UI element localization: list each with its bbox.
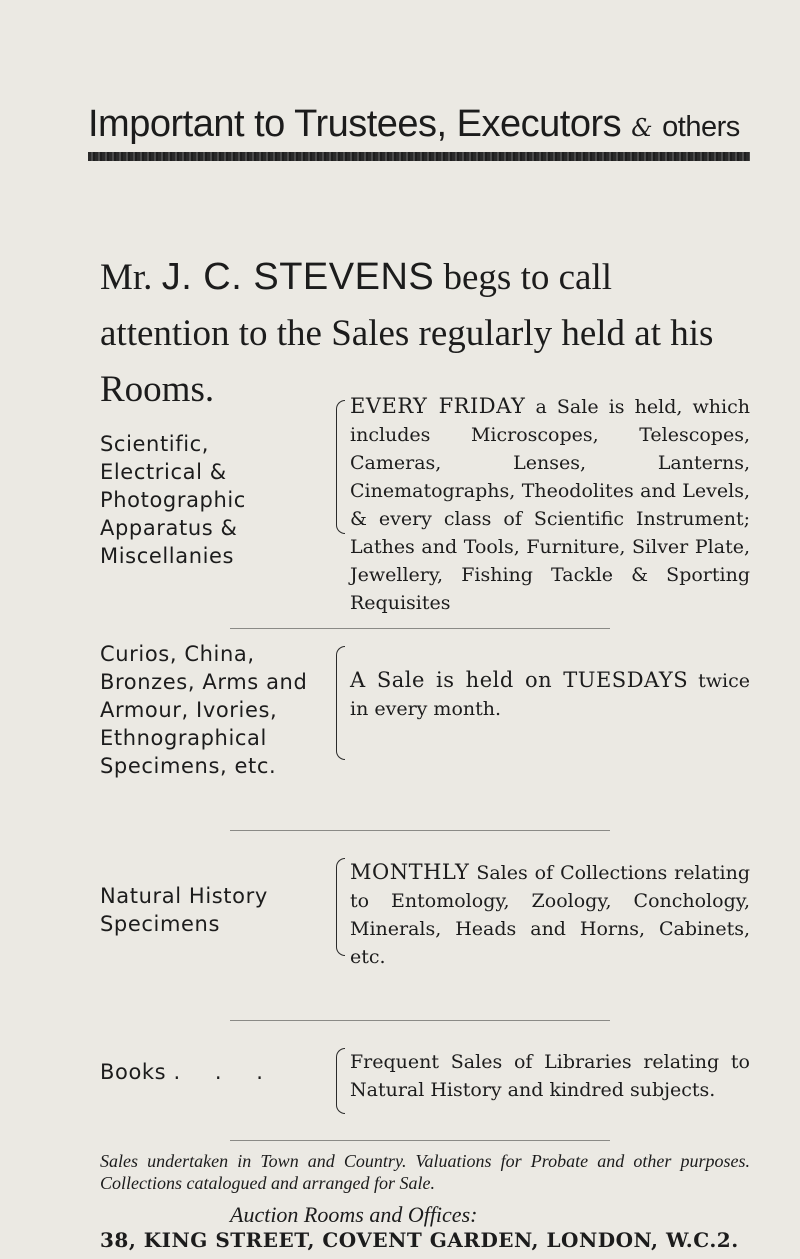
header-title — [88, 98, 748, 154]
section-brace — [336, 1048, 345, 1114]
section-books — [100, 1040, 750, 1120]
section-curios — [100, 640, 750, 780]
header-tail-text: others — [662, 111, 740, 143]
section-text: Sales of Collections relating to Entomology, Zoology, Conchology, Minerals, Heads and Horns, Cabinets, etc. — [350, 862, 750, 968]
intro-prefix: Mr. — [100, 257, 153, 298]
section-label: Natural History Specimens — [100, 884, 268, 936]
section-description — [350, 666, 750, 723]
intro-text: begs to call attention to the Sales regularly held at his Rooms. — [100, 257, 714, 410]
section-brace — [336, 400, 345, 534]
dot-leader: . . . — [173, 1060, 277, 1084]
section-brace — [336, 858, 345, 956]
divider — [230, 830, 610, 831]
section-description — [350, 1048, 750, 1104]
section-lead: A Sale is held on TUESDAYS — [350, 668, 689, 692]
section-scientific — [100, 392, 750, 614]
divider — [230, 1020, 610, 1021]
section-lead: MONTHLY — [350, 860, 470, 884]
section-lead: EVERY FRIDAY — [350, 394, 526, 418]
section-text: twice in every month. — [350, 670, 751, 720]
section-description — [350, 392, 750, 617]
divider — [230, 1140, 610, 1141]
divider — [230, 628, 610, 629]
address: 38, KING STREET, COVENT GARDEN, LONDON, W.C.2. — [100, 1228, 739, 1252]
header-main-text: Important to Trustees, Executors — [88, 103, 622, 145]
section-description — [350, 858, 750, 971]
section-label: Curios, China, Bronzes, Arms and Armour, Ivories, Ethnographical Specimens, etc. — [100, 642, 308, 778]
header-ampersand: & — [631, 114, 653, 142]
header-rule — [88, 152, 750, 161]
section-text: Frequent Sales of Libraries relating to Natural History and kindred subjects. — [350, 1051, 750, 1101]
rooms-label: Auction Rooms and Offices: — [230, 1202, 478, 1227]
section-label-text: Books — [100, 1060, 167, 1084]
intro-name: J. C. STEVENS — [161, 256, 435, 298]
section-text: a Sale is held, which includes Microscopes, Telescopes, Cameras, Lenses, Lanterns, Cinematographs, Theodolites and Levels, & every class of Scientific Instrument; Lathes and Tools, Furniture, Silver Plate, Jewellery, Fishing Tackle & Sporting Requisites — [350, 396, 750, 614]
section-label — [100, 1058, 315, 1086]
section-natural-history — [100, 850, 750, 970]
section-brace — [336, 646, 345, 760]
section-label: Scientific, Electrical & Photographic Apparatus & Miscellanies — [100, 432, 246, 568]
services-paragraph: Sales undertaken in Town and Country. Valuations for Probate and other purposes. Collections catalogued and arranged for Sale. — [100, 1151, 750, 1193]
